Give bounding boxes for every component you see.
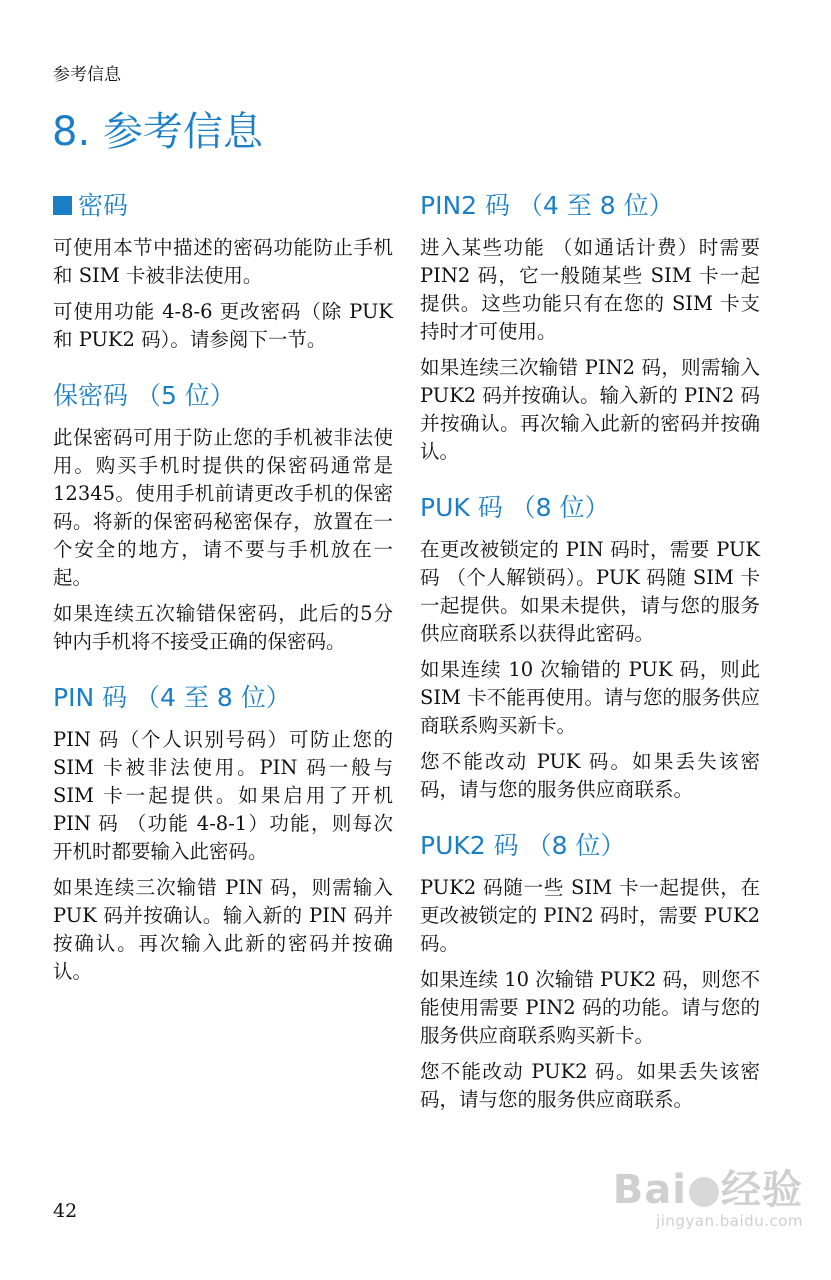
section-heading: 密码	[53, 188, 393, 224]
paragraph: 如果连续 10 次输错的 PUK 码，则此 SIM 卡不能再使用。请与您的服务供应商联系购买新卡。	[420, 658, 760, 737]
right-column	[420, 188, 760, 1138]
section-heading: 保密码 （5 位）	[53, 381, 235, 410]
paragraph: 可使用功能 4-8-6 更改密码（除 PUK 和 PUK2 码）。请参阅下一节。	[53, 300, 393, 351]
running-head: 参考信息	[53, 65, 121, 85]
section-password	[53, 188, 393, 354]
section-pin2-code	[420, 188, 760, 466]
paragraph: PIN 码（个人识别号码）可防止您的 SIM 卡被非法使用。PIN 码一般与 SIM 卡一起提供。如果启用了开机 PIN 码 （功能 4-8-1）功能，则每次开机时都要输入此密码。	[53, 728, 393, 863]
paragraph: 您不能改动 PUK2 码。如果丢失该密码，请与您的服务供应商联系。	[420, 1060, 760, 1111]
section-puk-code	[420, 490, 760, 804]
section-pin-code	[53, 680, 393, 986]
section-heading: PUK 码 （8 位）	[420, 493, 610, 522]
square-bullet-icon	[53, 196, 72, 215]
paragraph: 如果连续三次输错 PIN 码，则需输入 PUK 码并按确认。输入新的 PIN 码并按确认。再次输入此新的密码并按确认。	[53, 876, 393, 983]
paragraph: 您不能改动 PUK 码。如果丢失该密码，请与您的服务供应商联系。	[420, 750, 760, 801]
left-column	[53, 188, 393, 1010]
paw-icon	[689, 1177, 719, 1207]
section-heading: PIN2 码 （4 至 8 位）	[420, 191, 674, 220]
chapter-title: 8. 参考信息	[52, 109, 263, 155]
paragraph: PUK2 码随一些 SIM 卡一起提供，在更改被锁定的 PIN2 码时，需要 PUK2 码。	[420, 876, 760, 955]
paragraph: 如果连续五次输错保密码，此后的5分钟内手机将不接受正确的保密码。	[53, 602, 393, 653]
paragraph: 此保密码可用于防止您的手机被非法使用。购买手机时提供的保密码通常是 12345。使用手机前请更改手机的保密码。将新的保密码秘密保存，放置在一个安全的地方，请不要与手机放在一起。	[53, 426, 393, 589]
baidu-jingyan-watermark	[613, 1168, 803, 1230]
section-puk2-code	[420, 828, 760, 1114]
paragraph: 进入某些功能 （如通话计费）时需要 PIN2 码，它一般随某些 SIM 卡一起提供。这些功能只有在您的 SIM 卡支持时才可使用。	[420, 236, 760, 343]
section-heading: PIN 码 （4 至 8 位）	[53, 683, 291, 712]
section-security-code	[53, 378, 393, 656]
paragraph: 如果连续三次输错 PIN2 码，则需输入 PUK2 码并按确认。输入新的 PIN2 码并按确认。再次输入此新的密码并按确认。	[420, 356, 760, 463]
page-number: 42	[53, 1200, 78, 1222]
section-heading: PUK2 码 （8 位）	[420, 831, 626, 860]
watermark-url: jingyan.baidu.com	[656, 1212, 803, 1230]
paragraph: 如果连续 10 次输错 PUK2 码，则您不能使用需要 PIN2 码的功能。请与您的服务供应商联系购买新卡。	[420, 968, 760, 1047]
paragraph: 可使用本节中描述的密码功能防止手机和 SIM 卡被非法使用。	[53, 236, 393, 287]
paragraph: 在更改被锁定的 PIN 码时，需要 PUK 码 （个人解锁码）。PUK 码随 SIM 卡一起提供。如果未提供，请与您的服务供应商联系以获得此密码。	[420, 538, 760, 645]
watermark-logo: Bai 经验	[612, 1167, 803, 1213]
